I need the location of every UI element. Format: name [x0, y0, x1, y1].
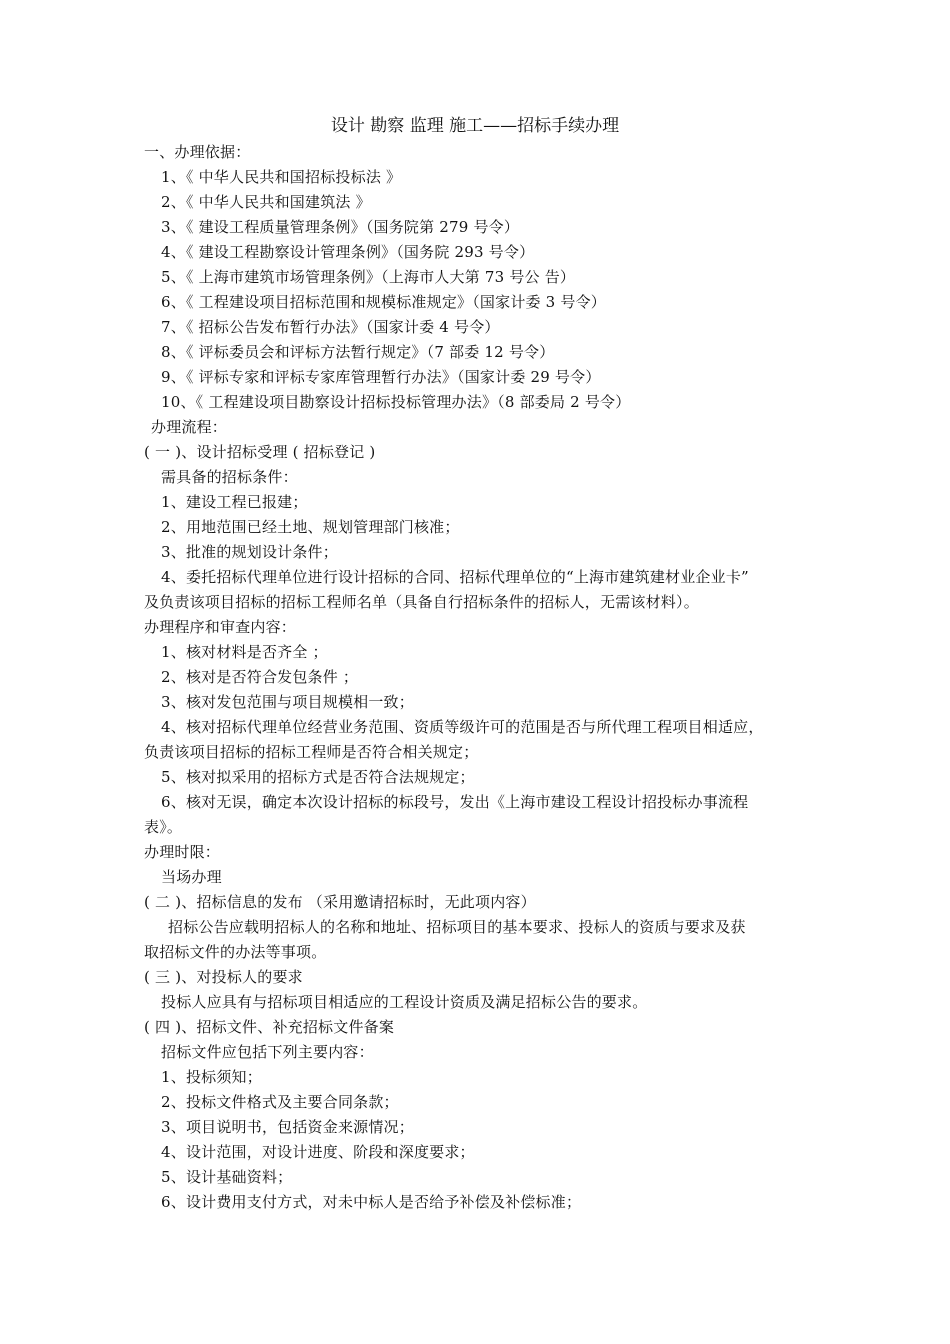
- list-item: 3、项目说明书，包括资金来源情况；: [161, 1118, 414, 1136]
- paragraph-heading: 办理程序和审查内容：: [144, 618, 297, 636]
- paragraph-line: 投标人应具有与招标项目相适应的工程设计资质及满足招标公告的要求。: [161, 993, 648, 1011]
- list-item: 3、批准的规划设计条件；: [161, 543, 338, 561]
- basis-item-7: 7、《 招标公告发布暂行办法》（国家计委 4 号令）: [161, 318, 500, 336]
- list-item: 4、委托招标代理单位进行设计招标的合同、招标代理单位的“上海市建筑建材业企业卡”: [161, 568, 749, 586]
- list-item: 5、设计基础资料；: [161, 1168, 293, 1186]
- paragraph-line: 招标文件应包括下列主要内容：: [161, 1043, 374, 1061]
- paragraph-line: 招标公告应载明招标人的名称和地址、招标项目的基本要求、投标人的资质与要求及获: [168, 918, 746, 936]
- list-item: 1、核对材料是否齐全 ；: [161, 643, 328, 661]
- basis-item-10: 10、《 工程建设项目勘察设计招标投标管理办法》（8 部委局 2 号令）: [161, 393, 631, 411]
- list-item: 6、设计费用支付方式，对未中标人是否给予补偿及补偿标准；: [161, 1193, 582, 1211]
- list-item: 6、核对无误，确定本次设计招标的标段号，发出《上海市建设工程设计招投标办事流程: [161, 793, 749, 811]
- section-heading-basis: 一、办理依据：: [144, 143, 251, 161]
- paragraph-line: 取招标文件的办法等事项。: [144, 943, 327, 961]
- basis-item-4: 4、《 建设工程勘察设计管理条例》（国务院 293 号令）: [161, 243, 535, 261]
- subsection-heading-1: ( 一 )、设计招标受理 ( 招标登记 ): [144, 443, 376, 461]
- subsection-heading-2: ( 二 )、招标信息的发布 （采用邀请招标时，无此项内容）: [144, 893, 536, 911]
- list-item: 3、核对发包范围与项目规模相一致；: [161, 693, 414, 711]
- paragraph-line: 表》。: [144, 818, 183, 836]
- list-item: 1、建设工程已报建；: [161, 493, 308, 511]
- subsection-heading-4: ( 四 )、招标文件、补充招标文件备案: [144, 1018, 395, 1036]
- basis-item-2: 2、《 中华人民共和国建筑法 》: [161, 193, 371, 211]
- basis-item-5: 5、《 上海市建筑市场管理条例》（上海市人大第 73 号公 告）: [161, 268, 576, 286]
- list-item: 5、核对拟采用的招标方式是否符合法规规定；: [161, 768, 475, 786]
- basis-item-6: 6、《 工程建设项目招标范围和规模标准规定》（国家计委 3 号令）: [161, 293, 606, 311]
- list-item: 2、用地范围已经土地、规划管理部门核准；: [161, 518, 460, 536]
- list-item: 4、核对招标代理单位经营业务范围、资质等级许可的范围是否与所代理工程项目相适应，: [161, 718, 764, 736]
- list-item: 2、投标文件格式及主要合同条款；: [161, 1093, 399, 1111]
- list-item: 1、投标须知；: [161, 1068, 262, 1086]
- paragraph-heading: 办理时限：: [144, 843, 221, 861]
- paragraph-line: 当场办理: [161, 868, 222, 886]
- paragraph-line: 需具备的招标条件：: [161, 468, 298, 486]
- basis-item-1: 1、《 中华人民共和国招标投标法 》: [161, 168, 402, 186]
- list-item: 2、核对是否符合发包条件 ；: [161, 668, 359, 686]
- paragraph-line: 及负责该项目招标的招标工程师名单（具备自行招标条件的招标人，无需该材料）。: [144, 593, 699, 611]
- list-item: 4、设计范围，对设计进度、阶段和深度要求；: [161, 1143, 475, 1161]
- document-title: 设计 勘察 监理 施工——招标手续办理: [330, 116, 620, 136]
- basis-item-9: 9、《 评标专家和评标专家库管理暂行办法》（国家计委 29 号令）: [161, 368, 601, 386]
- basis-item-8: 8、《 评标委员会和评标方法暂行规定》（7 部委 12 号令）: [161, 343, 555, 361]
- subsection-heading-3: ( 三 )、对投标人的要求: [144, 968, 303, 986]
- paragraph-line: 负责该项目招标的招标工程师是否符合相关规定；: [144, 743, 479, 761]
- basis-item-3: 3、《 建设工程质量管理条例》（国务院第 279 号令）: [161, 218, 520, 236]
- section-heading-process: 办理流程：: [151, 418, 228, 436]
